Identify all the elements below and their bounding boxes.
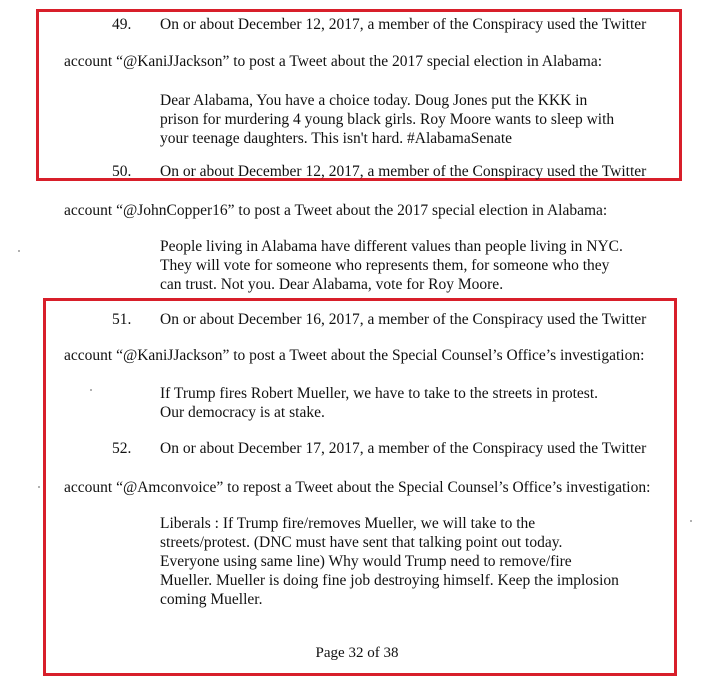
tweet-quote-line: Dear Alabama, You have a choice today. Doug Jones put the KKK in	[160, 92, 588, 109]
scan-speck	[90, 389, 92, 391]
page-number: Page 32 of 38	[315, 645, 399, 661]
tweet-quote-line: If Trump fires Robert Mueller, we have to take to the streets in protest.	[160, 385, 599, 402]
tweet-quote-line: your teenage daughters. This isn't hard. #AlabamaSenate	[160, 130, 513, 147]
tweet-quote-line: streets/protest. (DNC must have sent that talking point out today.	[160, 534, 563, 551]
scan-speck	[18, 250, 20, 252]
tweet-quote-line: Our democracy is at stake.	[160, 404, 325, 421]
tweet-quote-line: Everyone using same line) Why would Trump need to remove/fire	[160, 553, 572, 570]
tweet-quote-line: can trust. Not you. Dear Alabama, vote for Roy Moore.	[160, 276, 504, 293]
paragraph-line-2: account “@KaniJJackson” to post a Tweet about the Special Counsel’s Office’s investigation:	[64, 347, 645, 364]
paragraph-line-1: On or about December 12, 2017, a member of the Conspiracy used the Twitter	[160, 16, 647, 33]
tweet-quote-line: Liberals : If Trump fire/removes Mueller, we will take to the	[160, 515, 536, 532]
tweet-quote	[160, 514, 619, 609]
tweet-quote-line: They will vote for someone who represents them, for someone who they	[160, 257, 610, 274]
tweet-quote-line: coming Mueller.	[160, 591, 263, 608]
tweet-quote-line: prison for murdering 4 young black girls. Roy Moore wants to sleep with	[160, 111, 615, 128]
tweet-quote	[160, 91, 614, 148]
paragraph-line-1: On or about December 12, 2017, a member of the Conspiracy used the Twitter	[160, 163, 647, 180]
scan-speck	[690, 520, 692, 522]
paragraph-number: 49.	[112, 16, 132, 33]
tweet-quote	[160, 237, 623, 294]
paragraph-number: 51.	[112, 311, 132, 328]
paragraph-line-2: account “@KaniJJackson” to post a Tweet about the 2017 special election in Alabama:	[64, 53, 603, 70]
scan-speck	[38, 486, 40, 488]
paragraph-line-1: On or about December 16, 2017, a member of the Conspiracy used the Twitter	[160, 311, 647, 328]
tweet-quote-line: People living in Alabama have different values than people living in NYC.	[160, 238, 623, 255]
paragraph-number: 52.	[112, 440, 132, 457]
paragraph-line-2: account “@Amconvoice” to repost a Tweet about the Special Counsel’s Office’s investigation:	[64, 479, 651, 496]
paragraph-line-1: On or about December 17, 2017, a member of the Conspiracy used the Twitter	[160, 440, 647, 457]
paragraph-line-2: account “@JohnCopper16” to post a Tweet about the 2017 special election in Alabama:	[64, 202, 608, 219]
paragraph-number: 50.	[112, 163, 132, 180]
tweet-quote	[160, 384, 598, 422]
tweet-quote-line: Mueller. Mueller is doing fine job destroying himself. Keep the implosion	[160, 572, 619, 589]
